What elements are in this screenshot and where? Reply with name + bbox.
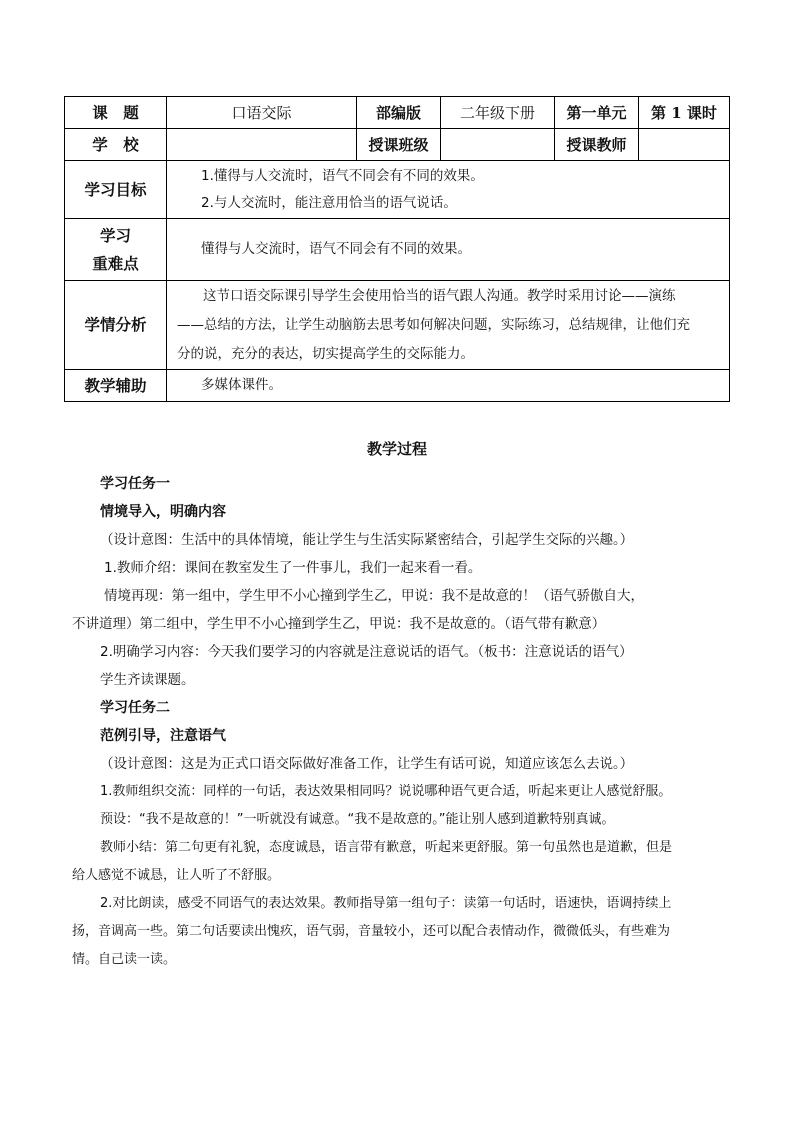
key-points-label xyxy=(65,219,167,281)
table-row xyxy=(65,161,730,219)
goal-item: 2.与人交流时，能注意用恰当的语气说话。 xyxy=(201,194,457,211)
paragraph-line: 1.教师介绍：课间在教室发生了一件事儿，我们一起来看一看。 xyxy=(104,560,482,576)
analysis-content xyxy=(167,281,730,370)
paragraph-line: 情境再现：第一组中，学生甲不小心撞到学生乙，甲说：我不是故意的！（语气骄傲自大， xyxy=(104,588,644,604)
topic-label: 课 题 xyxy=(65,97,167,129)
section-subheading: 范例引导，注意语气 xyxy=(100,728,226,744)
lesson-value: 第 1 课时 xyxy=(639,97,730,129)
edition-value: 部编版 xyxy=(357,97,441,129)
paragraph-line: 情。自己读一读。 xyxy=(72,952,177,967)
section-subheading: 情境导入，明确内容 xyxy=(100,504,226,520)
aids-label: 教学辅助 xyxy=(65,370,167,402)
school-label: 学 校 xyxy=(65,129,167,161)
analysis-line: 分的说，充分的表达，切实提高学生的交际能力。 xyxy=(177,345,474,362)
analysis-line: 这节口语交际课引导学生会使用恰当的语气跟人沟通。教学时采用讨论——演练 xyxy=(203,287,676,304)
paragraph-line: 预设：“我不是故意的！”一听就没有诚意。“我不是故意的。”能让别人感到道歉特别真诚。 xyxy=(100,812,615,827)
key-points-label-line2: 重难点 xyxy=(92,253,139,273)
teacher-label: 授课教师 xyxy=(555,129,639,161)
table-row xyxy=(65,219,730,281)
paragraph-line: 2.明确学习内容：今天我们要学习的内容就是注意说话的语气。（板书：注意说话的语气） xyxy=(100,644,633,660)
topic-value: 口语交际 xyxy=(167,97,357,129)
unit-value: 第一单元 xyxy=(555,97,639,129)
paragraph-line: 扬，音调高一些。第二句话要读出愧疚，语气弱，音量较小，还可以配合表情动作，微微低头，有些难为 xyxy=(72,924,671,939)
aids-content xyxy=(167,370,730,402)
class-label: 授课班级 xyxy=(357,129,441,161)
design-intent: （设计意图：这是为正式口语交际做好准备工作，让学生有话可说，知道应该怎么去说。） xyxy=(100,756,634,772)
table-row xyxy=(65,129,730,161)
analysis-label: 学情分析 xyxy=(65,281,167,370)
goal-item: 1.懂得与人交流时，语气不同会有不同的效果。 xyxy=(201,167,484,184)
paragraph-line: 1.教师组织交流：同样的一句话，表达效果相同吗？说说哪种语气更合适，听起来更让人感觉舒服。 xyxy=(100,784,672,799)
analysis-line: ——总结的方法，让学生动脑筋去思考如何解决问题，实际练习，总结规律，让他们充 xyxy=(177,316,690,333)
paragraph-line: 2.对比朗读，感受不同语气的表达效果。教师指导第一组句子：读第一句话时，语速快，语调持续上 xyxy=(100,896,672,911)
paragraph-line: 给人感觉不诚恳，让人听了不舒服。 xyxy=(72,868,281,883)
goals-content xyxy=(167,161,730,219)
key-points-label-line1: 学习 xyxy=(99,225,131,245)
lesson-info-table xyxy=(64,96,730,402)
paragraph-line: 教师小结：第二句更有礼貌，态度诚恳，语言带有歉意，听起来更舒服。第一句虽然也是道歉，但是 xyxy=(100,840,673,855)
section-heading: 学习任务一 xyxy=(100,476,170,492)
aids-text: 多媒体课件。 xyxy=(201,377,282,393)
process-body xyxy=(72,470,732,974)
table-row xyxy=(65,370,730,402)
teacher-value xyxy=(639,129,730,161)
grade-value: 二年级下册 xyxy=(441,97,555,129)
paragraph-line: 学生齐读课题。 xyxy=(100,672,195,688)
key-points-text: 懂得与人交流时，语气不同会有不同的效果。 xyxy=(201,241,471,257)
goals-label: 学习目标 xyxy=(65,161,167,219)
design-intent: （设计意图：生活中的具体情境，能让学生与生活实际紧密结合，引起学生交际的兴趣。） xyxy=(100,532,634,548)
paragraph-line: 不讲道理）第二组中，学生甲不小心撞到学生乙，甲说：我不是故意的。（语气带有歉意） xyxy=(72,616,606,632)
section-heading: 学习任务二 xyxy=(100,700,170,716)
table-row xyxy=(65,281,730,370)
process-title: 教学过程 xyxy=(366,440,427,458)
class-value xyxy=(441,129,555,161)
school-value xyxy=(167,129,357,161)
table-row xyxy=(65,97,730,129)
key-points-content xyxy=(167,219,730,281)
